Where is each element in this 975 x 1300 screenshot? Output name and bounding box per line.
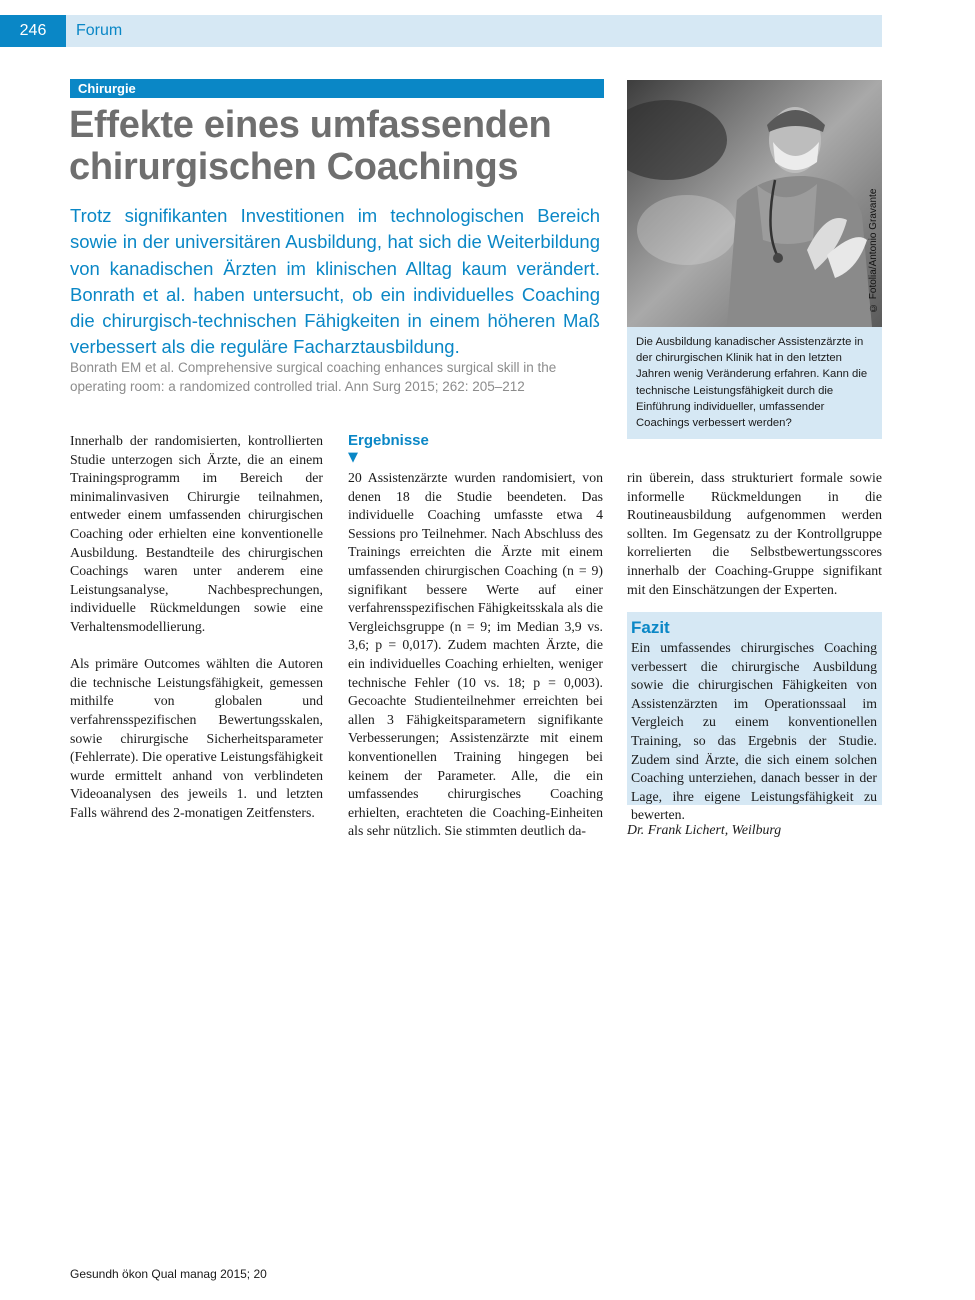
- page-header: [0, 15, 882, 47]
- article-lead: Trotz signifikanten Investitionen im technologischen Bereich sowie in der universitären Ausbildung, hat sich die Weiterbildung von kanadischen Ärzten im klinischen Alltag kaum verändert. Bonrath et al. haben untersucht, ob ein individuelles Coaching die chirurgisch-technischen Fähigkeiten in einem höheren Maß verbessert als die reguläre Facharztausbildung.: [70, 205, 600, 358]
- image-caption: Die Ausbildung kanadischer Assistenzärzte in der chirurgischen Klinik hat in den letzten Jahren wenig Veränderung erfahren. Kann die technische Leistungsfähigkeit durch die Einführung individueller, umfassender Coachings verbessert werden?: [627, 327, 882, 439]
- page-number: 246: [0, 15, 66, 47]
- journal-footer: Gesundh ökon Qual manag 2015; 20: [70, 1267, 267, 1281]
- body-column-2: [348, 469, 603, 859]
- category-label: Chirurgie: [70, 79, 604, 98]
- conclusion-box: [627, 612, 882, 823]
- surgeon-illustration: [627, 80, 882, 327]
- down-arrow-icon: ▼: [348, 450, 358, 465]
- results-heading: Ergebnisse: [348, 432, 429, 449]
- author-name: Dr. Frank Lichert, Weilburg: [627, 822, 782, 837]
- photo-credit: © Fotolia/Antonio Gravante: [868, 188, 879, 313]
- body-column-1: [70, 432, 323, 841]
- article-title: Effekte eines umfassenden chirurgischen Coachings: [69, 104, 552, 188]
- body-paragraph: Als primäre Outcomes wählten die Autoren die technische Leistungsfähigkeit, gemessen mithilfe von globalen und verfahrensspezifischen Bewertungsskalen, sowie chirurgische Sicherheitsparameter (Fehlerrate). Die operative Leistungsfähigkeit wurde ermittelt anhand von verblindeten Videoanalysen des jeweils 1. und letzten Falls während des 2-monatigen Zeitfensters.: [70, 656, 323, 820]
- body-paragraph: 20 Assistenzärzte wurden randomisiert, von denen 18 die Studie beendeten. Das individuelle Coaching umfasste etwa 4 Sessions pro Teilnehmer. Nach Abschluss des Trainings erreichten die Ärzte mit einem umfassenden chirurgischen Coaching (n = 9) signifikant bessere Werte auf einer verfahrensspezifischen Fähigkeitsskala als die Vergleichsgruppe (n = 9; im Median 3,9 vs. 3,6; p = 0,017). Zudem machten Ärzte, die ein individuelles Coaching erhielten, weniger technische Fehler (10 vs. 18; p = 0,003). Gecoachte Studienteilnehmer erreichten bei allen 3 Fähigkeitsparametern signifikante Verbesserungen; Assistenzärzte mit einem konventionellen Training hingegen bei keinem der Parameter. Alle, die ein umfassendes chirurgisches Coaching erhielten, erachteten die Coaching-Einheiten als sehr nützlich. Sie stimmten deutlich da-: [348, 470, 603, 839]
- surgeon-photo: [627, 80, 882, 327]
- section-label: Forum: [76, 22, 123, 39]
- conclusion-text: Ein umfassendes chirurgisches Coaching verbessert die chirurgische Ausbildung sowie die chirurgischen Fähigkeiten von Assistenzärzten im Operationssaal im Vergleich zu einem konventionellen Training, so das Ergebnis der Studie. Zudem sind Ärzte, die sich einem solchen Coaching unterziehen, danach besser in der Lage, ihre eigene Leistungsfähigkeit zu bewerten.: [631, 640, 877, 823]
- body-paragraph: rin überein, dass strukturiert formale sowie informelle Rückmeldungen in die Routineausbildung aufgenommen werden sollten. Im Gegensatz zu der Kontrollgruppe korrelierten die Selbstbewertungsscores innerhalb der Coaching-Gruppe signifikant mit den Einschätzungen der Experten.: [627, 470, 882, 597]
- article-citation: Bonrath EM et al. Comprehensive surgical coaching enhances surgical skill in the operating room: a randomized controlled trial. Ann Surg 2015; 262: 205–212: [70, 360, 557, 394]
- body-paragraph: Innerhalb der randomisierten, kontrollierten Studie unterzogen sich Ärzte, die an einem Trainingsprogramm im Bereich der minimalinvasiven Chirurgie teilnahmen, entweder einem umfassenden chirurgischen Coaching oder erhielten eine konventionelle Ausbildung. Bestandteile des chirurgischen Coachings waren unter anderem eine Leistungsanalyse, Nachbesprechungen, individuelle Rückmeldungen sowie eine Verhaltensmodellierung.: [70, 433, 323, 634]
- conclusion-title: Fazit: [631, 618, 670, 637]
- body-column-3: [627, 469, 882, 618]
